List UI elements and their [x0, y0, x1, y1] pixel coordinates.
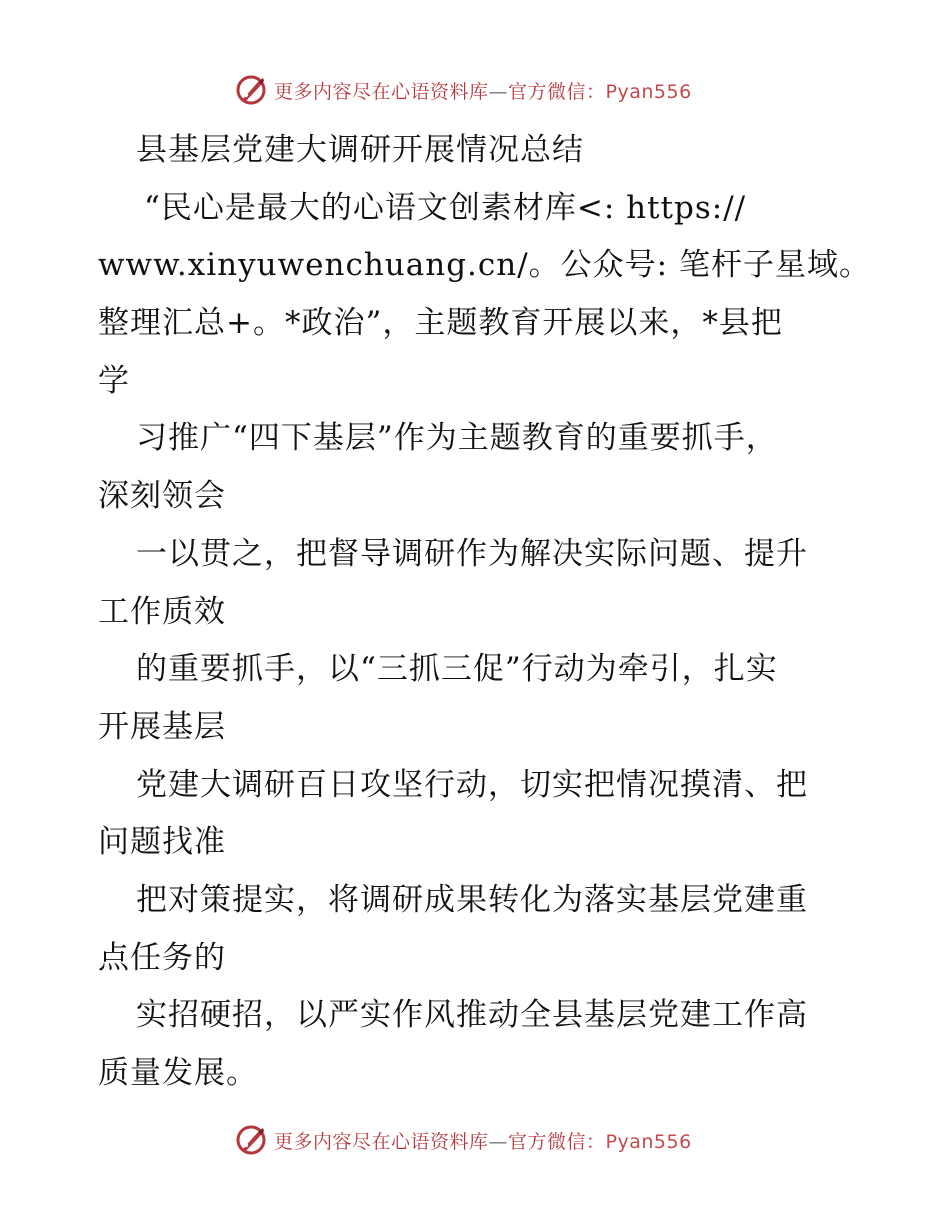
pen-logo-icon	[234, 1123, 268, 1157]
watermark-slogan: 更多内容尽在心语资料库	[274, 1130, 489, 1153]
document-body	[98, 122, 871, 1103]
text-line: www.xinyuwenchuang.cn/。公众号: 笔杆子星域。	[98, 247, 871, 284]
document-title: 县基层党建大调研开展情况总结	[136, 132, 584, 168]
text-line: 习推广“四下基层”作为主题教育的重要抓手，	[136, 420, 778, 457]
text-line: 问题找准	[98, 824, 226, 861]
text-line: 学	[98, 362, 130, 399]
text-line: 整理汇总+。*政治”，主题教育开展以来，*县把	[98, 305, 783, 342]
text-line: 实招硬招，以严实作风推动全县基层党建工作高	[136, 997, 808, 1034]
watermark-label: 官方微信：	[508, 1130, 606, 1153]
text-line: 党建大调研百日攻坚行动，切实把情况摸清、把	[136, 766, 808, 803]
watermark-group	[234, 1120, 692, 1160]
watermark-slogan: 更多内容尽在心语资料库	[274, 80, 489, 103]
watermark-group	[234, 70, 692, 110]
text-line: 点任务的	[98, 939, 226, 976]
watermark-text	[274, 1127, 692, 1154]
watermark-account: Pyan556	[605, 80, 692, 103]
text-line: 开展基层	[98, 708, 226, 745]
watermark-account: Pyan556	[605, 1130, 692, 1153]
text-line: “民心是最大的心语文创素材库<: https://	[144, 189, 747, 226]
footer-watermark	[0, 1120, 950, 1160]
text-line: 深刻领会	[98, 478, 226, 515]
text-line: 质量发展。	[98, 1055, 258, 1091]
watermark-separator: —	[488, 1130, 509, 1153]
pen-logo-icon	[234, 73, 268, 107]
text-line: 一以贯之，把督导调研作为解决实际问题、提升	[136, 535, 808, 572]
watermark-text	[274, 77, 692, 104]
text-line: 把对策提实，将调研成果转化为落实基层党建重	[136, 881, 808, 918]
watermark-label: 官方微信：	[508, 80, 606, 103]
text-line: 的重要抓手，以“三抓三促”行动为牵引，扎实	[136, 651, 778, 688]
header-watermark	[0, 70, 950, 110]
watermark-separator: —	[488, 80, 509, 103]
text-line: 工作质效	[98, 593, 226, 630]
